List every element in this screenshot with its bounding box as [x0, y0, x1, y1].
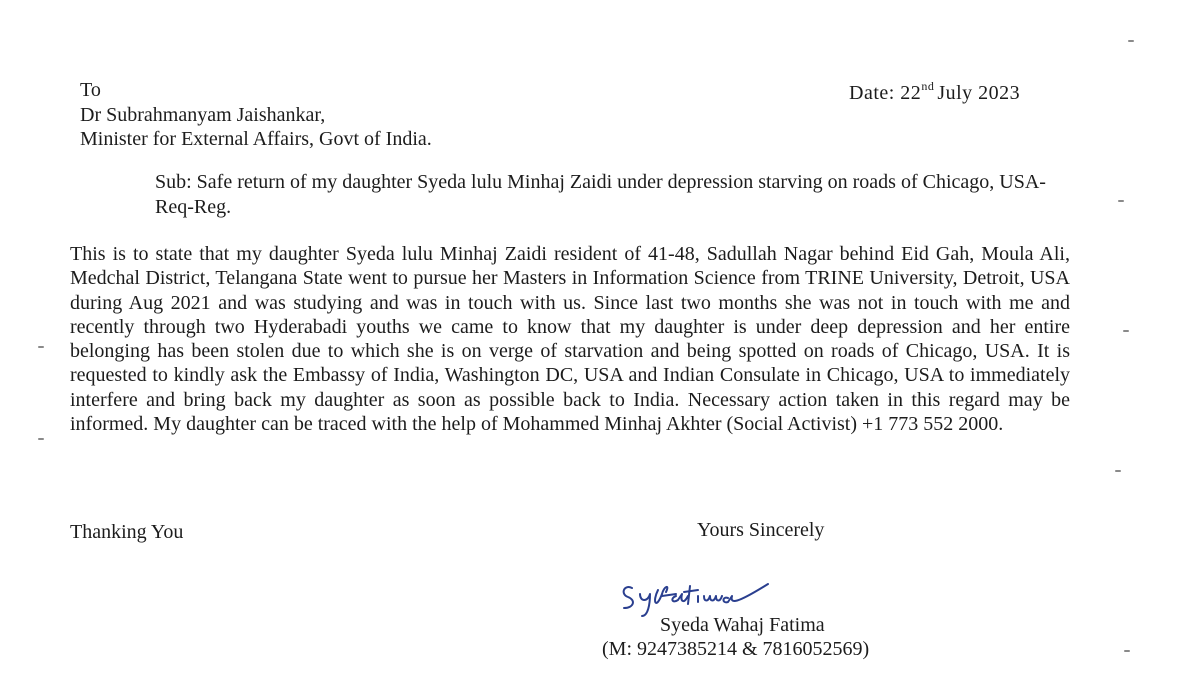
closing-yours-sincerely: Yours Sincerely [697, 519, 825, 541]
sender-name: Syeda Wahaj Fatima [660, 614, 825, 636]
date-ordinal-suffix: nd [921, 79, 935, 93]
handwritten-signature [618, 572, 778, 618]
date-rest: July 2023 [937, 82, 1021, 104]
letter-date [849, 74, 1020, 105]
sender-mobile: (M: 9247385214 & 7816052569) [602, 638, 870, 660]
scan-mark [1123, 330, 1129, 332]
closing-thanking: Thanking You [70, 521, 184, 543]
date-prefix: Date: 22 [849, 82, 922, 104]
scan-mark [1124, 650, 1130, 652]
letter-subject: Sub: Safe return of my daughter Syeda lulu Minhaj Zaidi under depression starving on roads of Chicago, USA-Req-Reg. [155, 171, 1046, 218]
recipient-title: Minister for External Affairs, Govt of India. [80, 128, 432, 150]
scan-mark [38, 438, 44, 440]
salutation-to: To [80, 79, 101, 101]
letter-body: This is to state that my daughter Syeda lulu Minhaj Zaidi resident of 41-48, Sadullah Nagar behind Eid Gah, Moula Ali, Medchal District, Telangana State went to pursue her Masters in Information Science from TRINE University, Detroit, USA during Aug 2021 and was studying and was in touch with us. Since last two months she was not in touch with me and recently through two Hyderabadi youths we came to know that my daughter is under deep depression and her entire belonging has been stolen due to which she is on verge of starvation and being spotted on roads of Chicago, USA. It is requested to kindly ask the Embassy of India, Washington DC, USA and Indian Consulate in Chicago, USA to immediately interfere and bring back my daughter as soon as possible back to India. Necessary action taken in this regard may be informed. My daughter can be traced with the help of Mohammed Minhaj Akhter (Social Activist) +1 773 552 2000. [70, 243, 1070, 436]
scan-mark [1118, 200, 1124, 202]
recipient-name: Dr Subrahmanyam Jaishankar, [80, 104, 326, 126]
scan-mark [1128, 40, 1134, 42]
scan-mark [1115, 470, 1121, 472]
scan-mark [38, 346, 44, 348]
